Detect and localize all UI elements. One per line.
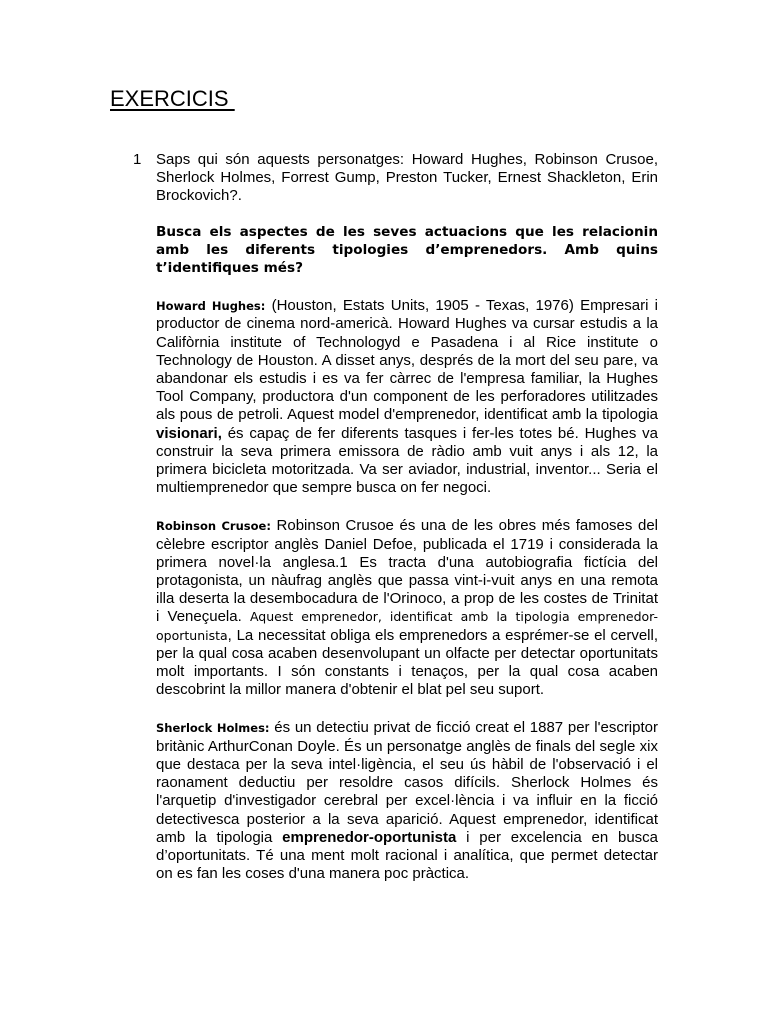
intro-paragraph: Saps qui són aquests personatges: Howard Hughes, Robinson Crusoe, Sherlock Holmes, Forrest Gump, Preston Tucker, Ernest Shackleton, Erin Brockovich?. xyxy=(156,151,658,205)
hughes-paragraph xyxy=(156,297,658,497)
hughes-text-2: és capaç de fer diferents tasques i fer-les totes bé. Hughes va construir la seva primera emissora de ràdio amb vuit anys i als 12, la primera bicicleta motoritzada. Va ser aviador, industrial, inventor... Seria el multiemprenedor que sempre busca on fer negoci. xyxy=(156,424,658,497)
crusoe-name: Robinson Crusoe: xyxy=(156,519,271,534)
holmes-text-2: i per excelencia en busca d’oportunitats. Té una ment molt racional i analítica, que permet detectar on es fan les coses d'una manera poc pràctica. xyxy=(156,828,659,883)
holmes-paragraph xyxy=(156,719,658,883)
crusoe-text-2: , La necessitat obliga els emprenedors a esprémer-se el cervell, per la qual cosa acaben desenvolupant un olfacte per detectar oportunitats molt importants. I són constants i tenaços, per la qual cosa acaben descobrint la millor manera d'obtenir el blat pel seu suport. xyxy=(156,626,658,699)
holmes-text-1: és un detectiu privat de ficció creat el 1887 per l'escriptor britànic ArthurConan Doyle. És un personatge anglès de finals del segle xix que destaca per la seva intel·ligència, el seu ús hàbil de l'observació i el raonament deductiu per resoldre casos difícils. Sherlock Holmes és l'arquetip d'investigador cerebral per excel·lència i va influir en la ficció detectivesca posterior a la seva aparició. Aquest emprenedor, identificat amb la tipologia xyxy=(156,719,658,846)
holmes-name: Sherlock Holmes: xyxy=(156,721,270,736)
hughes-text-1: (Houston, Estats Units, 1905 - Texas, 1976) Empresari i productor de cinema nord-americà. Howard Hughes va cursar estudis a la Califòrnia institute of Technologyd e Pasadena i al Rice institute o Technology de Houston. A disset anys, després de la mort del seu pare, va abandonar els estudis i es va fer càrrec de l'empresa familiar, la Hughes Tool Company, productora d'un component de les perforadores utilitzades als pous de petroli. Aquest model d'emprenedor, identificat amb la tipologia xyxy=(156,297,658,424)
crusoe-keyword: emprenedor-oportunista xyxy=(156,609,658,643)
crusoe-text-1: Robinson Crusoe és una de les obres més famoses del cèlebre escriptor anglès Daniel Defoe, publicada el 1719 i considerada la primera novel·la anglesa.1 Es tracta d'una autobiografia fictícia del protagonista, un nàufrag anglès que passa vint-i-vuit anys en una remota illa deserta la desembocadura de l'Orinoco, a prop de les costes de Trinitat i Veneçuela. xyxy=(156,517,658,626)
holmes-keyword: emprenedor-oportunista xyxy=(282,828,457,846)
hughes-keyword: visionari, xyxy=(156,424,222,442)
exercise-content xyxy=(156,151,658,883)
question-paragraph: Busca els aspectes de les seves actuacions que les relacionin amb les diferents tipologies d’emprenedors. Amb quins t’identifiques més? xyxy=(156,223,658,277)
crusoe-paragraph xyxy=(156,517,658,699)
crusoe-text-serif: Aquest emprenedor, identificat amb la tipologia xyxy=(249,609,578,625)
hughes-name: Howard Hughes: xyxy=(156,299,266,314)
page-title: EXERCICIS xyxy=(110,86,235,111)
item-number: 1 xyxy=(133,151,142,168)
